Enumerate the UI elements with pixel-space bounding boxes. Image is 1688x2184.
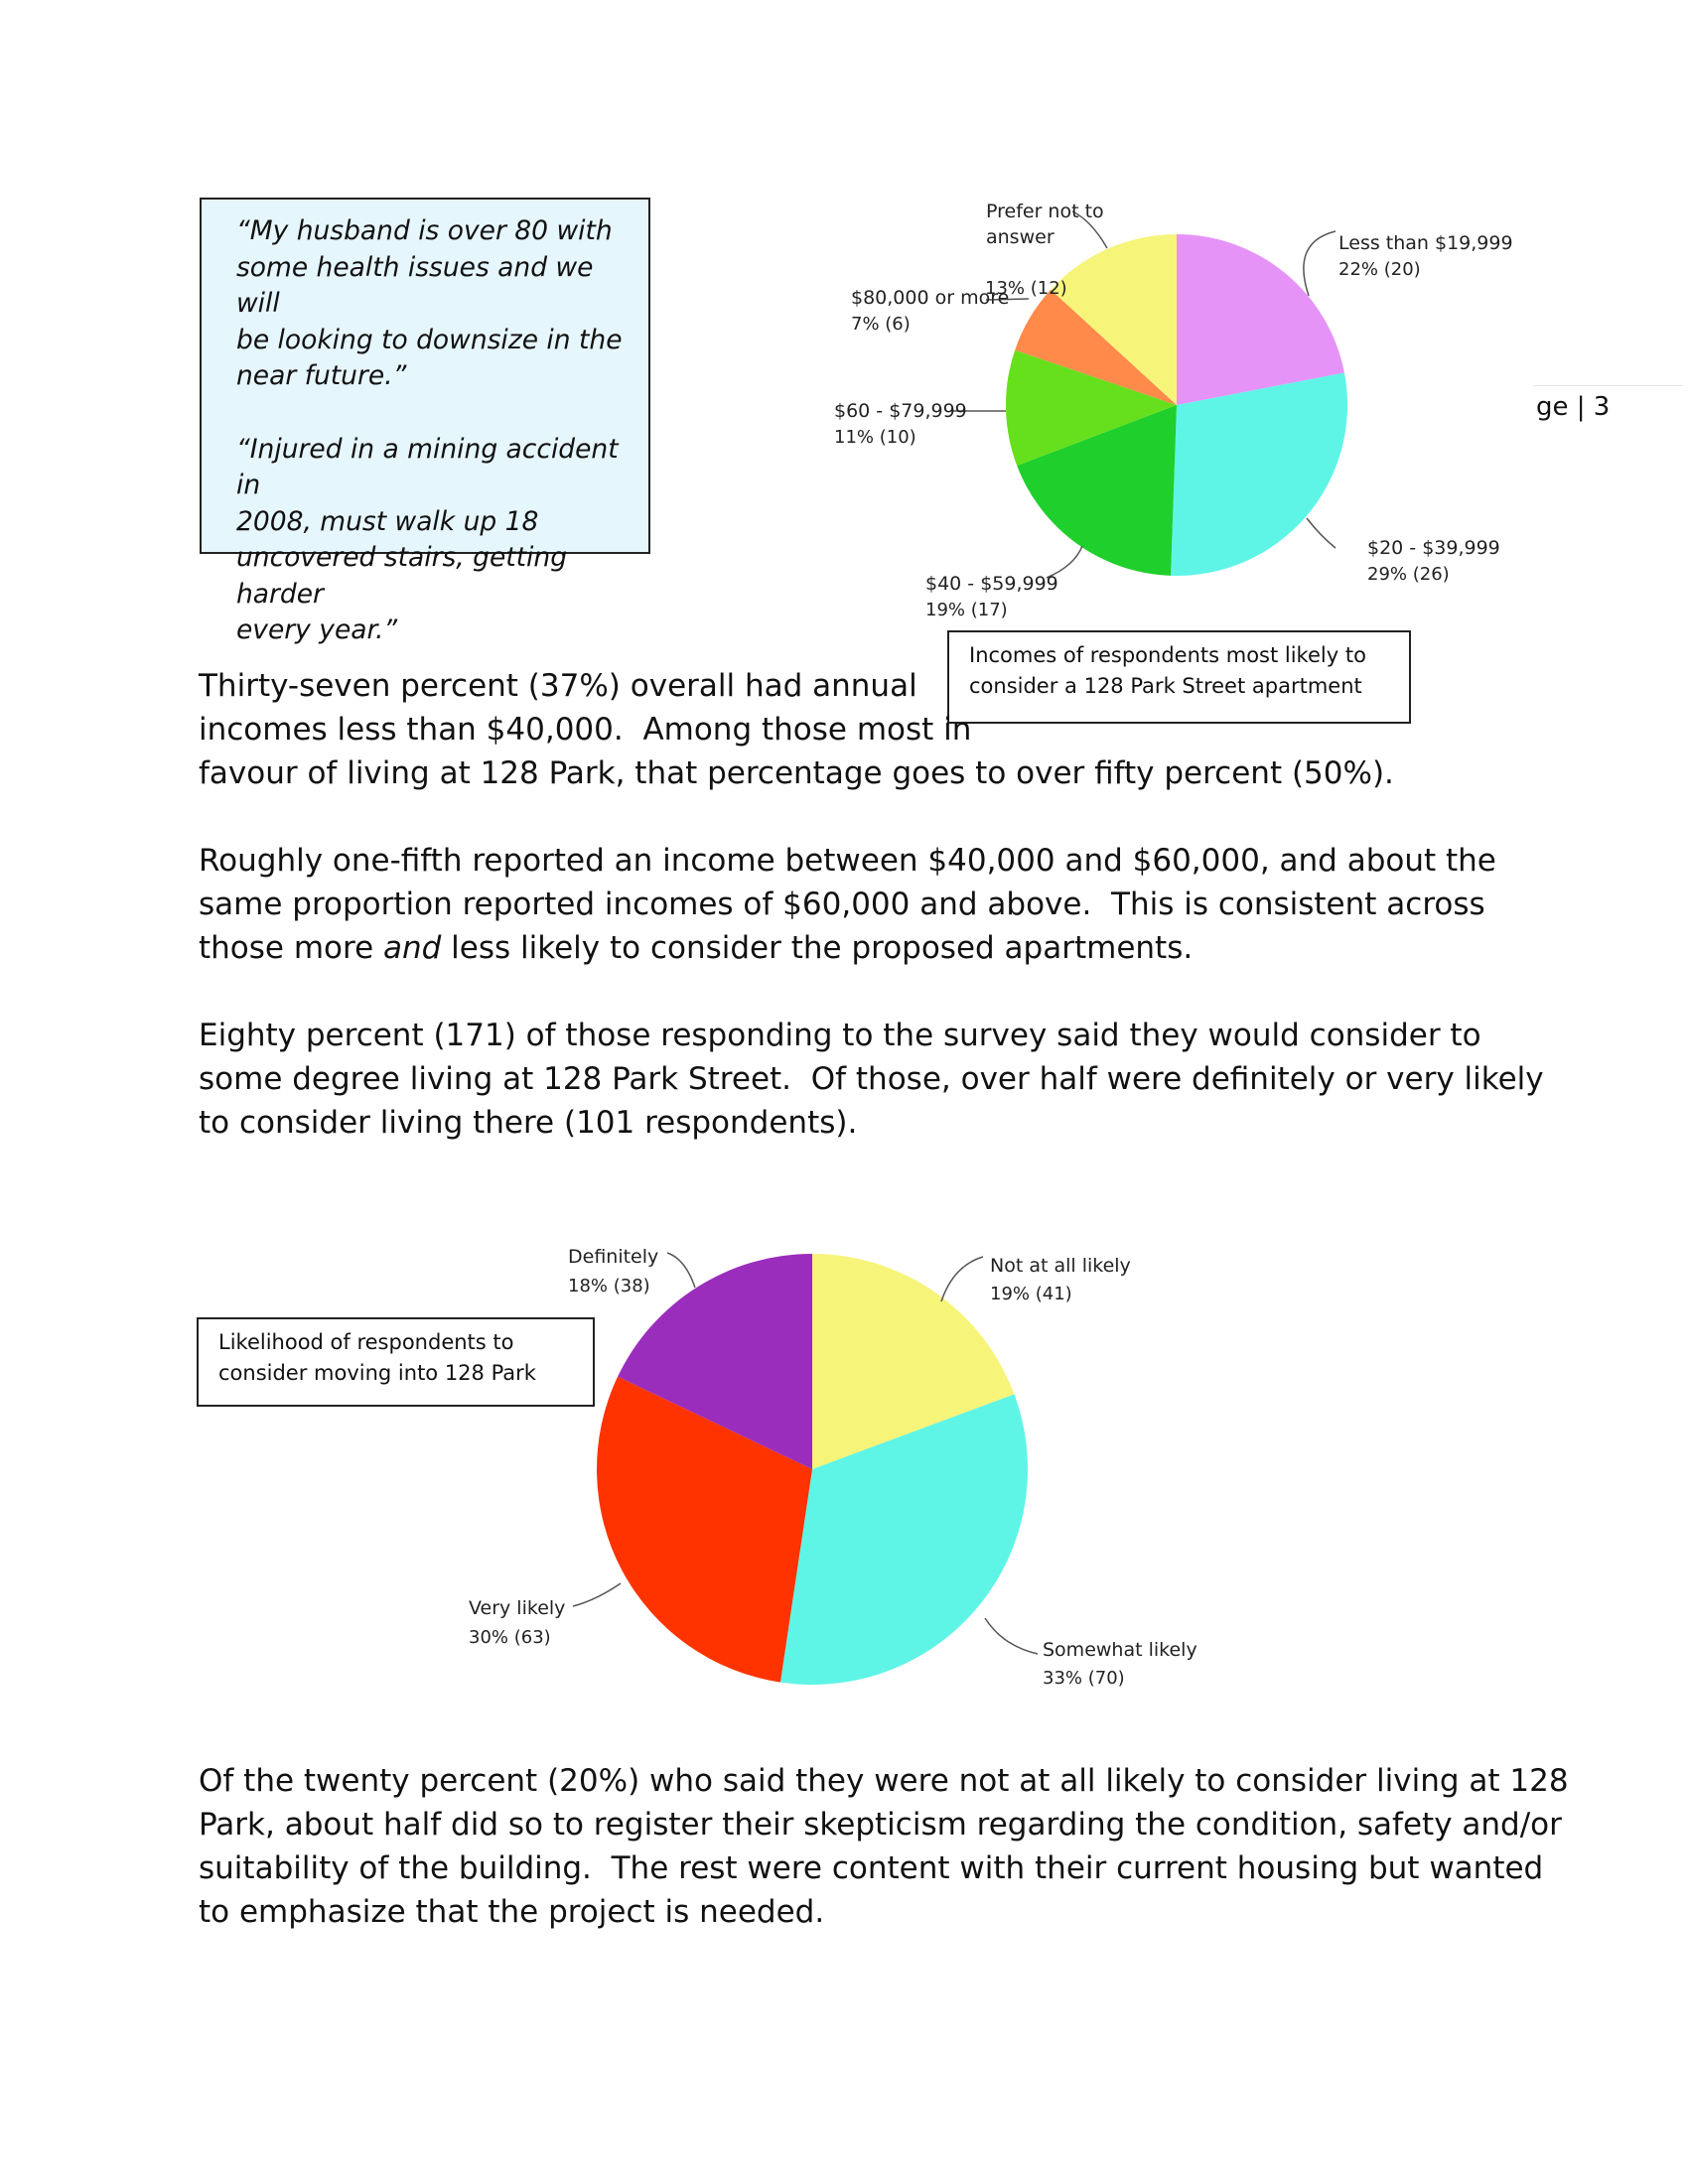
paragraph-4-line-1: Of the twenty percent (20%) who said they were not at all likely to consider living at 128 xyxy=(199,1763,1569,1799)
income-label-1-name: Less than $19,999 xyxy=(1338,232,1513,254)
income-label-4-pct: 11% (10) xyxy=(834,427,916,448)
likelihood-chart-caption: Likelihood of respondents to consider moving into 128 Park xyxy=(197,1317,595,1407)
paragraph-2-emphasis: and xyxy=(383,930,442,966)
income-label-3-pct: 19% (17) xyxy=(925,600,1008,620)
paragraph-3-line-3: to consider living there (101 respondents). xyxy=(199,1105,858,1141)
quote-1: “My husband is over 80 with some health issues and we will be looking to downsize in the near future.” xyxy=(236,215,623,391)
likelihood-label-1-name: Not at all likely xyxy=(990,1255,1131,1277)
income-label-5-name: $80,000 or more xyxy=(851,287,1010,309)
income-label-2-pct: 29% (26) xyxy=(1367,564,1450,585)
income-label-4-name: $60 - $79,999 xyxy=(834,400,967,422)
paragraph-3-line-1: Eighty percent (171) of those responding to the survey said they would consider to xyxy=(199,1018,1481,1053)
income-label-6-name-a: Prefer not to xyxy=(986,201,1104,222)
paragraph-2-line-2: same proportion reported incomes of $60,000 and above. This is consistent across xyxy=(199,887,1485,922)
income-label-6-name-b: answer xyxy=(986,226,1055,248)
likelihood-label-1-pct: 19% (41) xyxy=(990,1284,1072,1304)
income-label-2-name: $20 - $39,999 xyxy=(1367,537,1500,559)
income-label-3-name: $40 - $59,999 xyxy=(925,573,1058,595)
likelihood-label-4-pct: 18% (38) xyxy=(568,1276,650,1297)
page-number: ge | 3 xyxy=(1536,392,1611,422)
paragraph-2-line-3-start: those more xyxy=(199,930,383,966)
quote-2: “Injured in a mining accident in 2008, must walk up 18 uncovered stairs, getting harder every year.” xyxy=(236,433,619,645)
likelihood-label-2-pct: 33% (70) xyxy=(1043,1668,1125,1689)
likelihood-pie-chart xyxy=(597,1254,1028,1685)
paragraph-2-line-3-end: less likely to consider the proposed apartments. xyxy=(441,930,1194,966)
likelihood-label-3-name: Very likely xyxy=(469,1597,566,1619)
likelihood-label-4-name: Definitely xyxy=(568,1246,659,1268)
likelihood-label-3-pct: 30% (63) xyxy=(469,1627,551,1648)
paragraph-1-line-2: incomes less than $40,000. Among those most in xyxy=(199,712,972,748)
paragraph-1-line-3: favour of living at 128 Park, that percentage goes to over fifty percent (50%). xyxy=(199,755,1394,791)
paragraph-2-line-3 xyxy=(199,926,1193,971)
paragraph-1-line-1: Thirty-seven percent (37%) overall had annual xyxy=(199,668,917,704)
income-chart-caption: Incomes of respondents most likely to consider a 128 Park Street apartment xyxy=(947,630,1411,724)
paragraph-4-line-3: suitability of the building. The rest were content with their current housing but wanted xyxy=(199,1850,1544,1886)
income-label-1-pct: 22% (20) xyxy=(1338,259,1421,280)
paragraph-3-line-2: some degree living at 128 Park Street. Of those, over half were definitely or very likely xyxy=(199,1061,1544,1097)
paragraph-4-line-4: to emphasize that the project is needed. xyxy=(199,1894,825,1930)
income-slice-2 xyxy=(1171,373,1347,576)
income-label-6-pct: 13% (12) xyxy=(985,278,1067,299)
paragraph-4-line-2: Park, about half did so to register their skepticism regarding the condition, safety and/or xyxy=(199,1807,1562,1843)
likelihood-label-2-name: Somewhat likely xyxy=(1043,1639,1197,1661)
income-label-5-pct: 7% (6) xyxy=(851,314,911,335)
paragraph-2-line-1: Roughly one-fifth reported an income between $40,000 and $60,000, and about the xyxy=(199,843,1496,879)
